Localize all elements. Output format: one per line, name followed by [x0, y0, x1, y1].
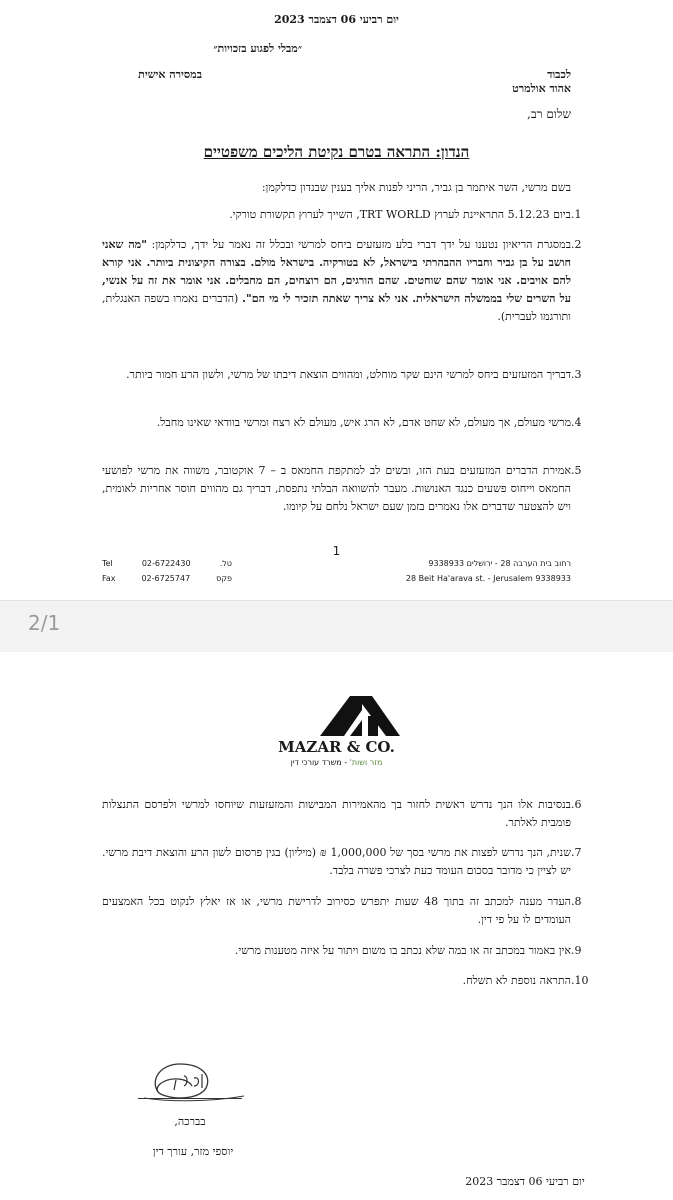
address-en: 28 Beit Ha'arava st. - Jerusalem 9338933: [405, 574, 571, 583]
list-item: [102, 462, 582, 516]
item-text: העדר מענה למכתב זה בתוך 48 שעות יתפרש כסירוב לדרישת מרשי, או אז יאלץ לנקוט בכל האמצעים העומדים לו על פי דין.: [102, 895, 571, 926]
firm-subtitle-rest: - משרד עורכי דין: [290, 758, 350, 767]
fax-number: 02-6725747: [141, 574, 191, 583]
list-item: [102, 796, 582, 832]
list-item: [102, 206, 582, 224]
firm-subtitle-green: מזר ושות': [349, 758, 383, 767]
page-separator: [0, 600, 673, 654]
recipient-name: אהוד אולמרט: [512, 82, 571, 95]
item-text: אין באמור במכתב זה או במה שלא נכתב בו משום ויתור על איזה מטענות מרשי.: [234, 944, 571, 957]
item-number: .10: [571, 974, 589, 987]
list-item: [102, 844, 582, 880]
fax-label-en: Fax: [102, 574, 116, 583]
item-number: .7: [571, 846, 582, 859]
item-number: .1: [571, 208, 582, 221]
item-number: .2: [571, 238, 582, 251]
tel-label-he: טל.: [219, 559, 232, 568]
recipient-block: [512, 68, 571, 96]
list-item: [102, 942, 582, 960]
delivery-method: במסירה אישית: [138, 68, 202, 81]
footer-contact: [102, 556, 232, 586]
without-prejudice-note: ״מבלי לפגוע בזכויות״: [213, 42, 302, 55]
letter-date-bottom: יום רביעי 06 דצמבר 2023: [465, 1175, 585, 1188]
signature-icon: [140, 1058, 250, 1108]
tel-label-en: Tel: [102, 559, 113, 568]
letter-date: יום רביעי 06 דצמבר 2023: [274, 13, 399, 26]
item-text-plain: במסגרת הריאיון נטענו על ידך דברי בלע מזעזעים ביחס למרשי ובכלל זה נאמר על ידך, כדלקמן:: [146, 238, 571, 251]
list-item: [102, 893, 582, 929]
item-text: בנסיבות אלו הנך נדרש ראשית לחזור בך מהאמירות המבישות והמזעזעות שיוחסו למרשי ולפרסם התנצלות פומבית לאלתר.: [102, 798, 571, 829]
signer-name: יוספי מזר, עורך דין: [152, 1145, 234, 1158]
recipient-to: לכבוד: [547, 68, 571, 81]
item-text-plain: (הדברים נאמרו בשפה האנגלית, ותורגמו לעברית).: [102, 292, 571, 323]
item-text: שנית, הנך נדרש לפצות את מרשי בסך של 1,000,000 ₪ (מיליון) בגין פרסום לשון הרע והוצאת דיבת מרשי. יש לציין כי מדובר בסכום העומד כעת לצרכי פשרה בלבד.: [102, 846, 571, 877]
list-item: [102, 414, 582, 432]
closing-regards: בברכה,: [174, 1115, 206, 1128]
page-counter: 2/1: [28, 611, 61, 635]
footer-fax-row: [102, 571, 232, 586]
item-number: .4: [571, 416, 582, 429]
letter-subject: הנדון: התראה בטרם נקיטת הליכים משפטיים: [203, 143, 470, 161]
firm-subtitle: [0, 758, 673, 767]
item-text: מרשי מעולם, אך מעולם, לא שחט אדם, לא הרג איש, מעולם לא רצח ומרשי בוודאי שאינו מחבל.: [156, 416, 571, 429]
item-text: אמירת הדברים המזעזעים בעת הזו, ובשים לב למתקפת החמאס ב – 7 אוקטובר, משווה את מרשי לפושעי החמאס וייחוס פשעים כנגד האנושות. מעבר להשוואה הבלתי נתפסת, דבריך גם מהווים חוסר אחריות לאומית, ויש להצטער שדברים אלו נאמרים בזמן שעם ישראל נלחם על קיומו.: [102, 464, 571, 513]
address-he: רחוב בית הערבה 28 - ירושלים 9338933: [428, 559, 571, 568]
list-item: [102, 972, 589, 990]
fax-label-he: פקס: [216, 574, 232, 583]
firm-name: MAZAR & CO.: [278, 738, 395, 756]
item-text: [102, 236, 571, 326]
greeting: שלום רב,: [527, 107, 571, 121]
item-number: .3: [571, 368, 582, 381]
list-item: [102, 236, 582, 326]
signature-line: [138, 1098, 242, 1099]
item-text: דבריך המזעזעים ביחס למרשי הינם שקר מוחלט, ומהווים הוצאת דיבתו של מרשי, ולשון הרע חמור ביותר.: [126, 368, 571, 381]
footer-tel-row: [102, 556, 232, 571]
item-number: .6: [571, 798, 582, 811]
page-number: 1: [332, 544, 341, 558]
letter-intro: בשם מרשי, השר איתמר בן גביר, הריני לפנות אליך בענין שבנדון כדלקמן:: [261, 181, 571, 194]
item-text: ביום 5.12.23 התראיינת לערוץ TRT WORLD, השייך לערוץ תקשורת טורקי.: [229, 208, 571, 221]
list-item: [102, 366, 582, 384]
tel-number: 02-6722430: [141, 559, 191, 568]
item-number: .9: [571, 944, 582, 957]
footer-address: [331, 556, 571, 586]
quoted-statement: "מה שאני חושב על בן גביר וחבריו ההבהרתי בישראל, לא בטורקיה. בישראל מולם. בצורה הקיצונית ביותר. אני קורא להם אויבים. אני אומר שהם שוחטים. שהם הורגים, הם רוצחים, הם מחבלים. אני אומר את זה על אנשי, על השרים שלי בממשלה הישראלית. אני לא צריך שאתה תזכיר לי מי הם".: [102, 238, 571, 305]
item-text: התראה נוספת לא תשלח.: [462, 974, 571, 987]
item-number: .5: [571, 464, 582, 477]
item-number: .8: [571, 895, 582, 908]
